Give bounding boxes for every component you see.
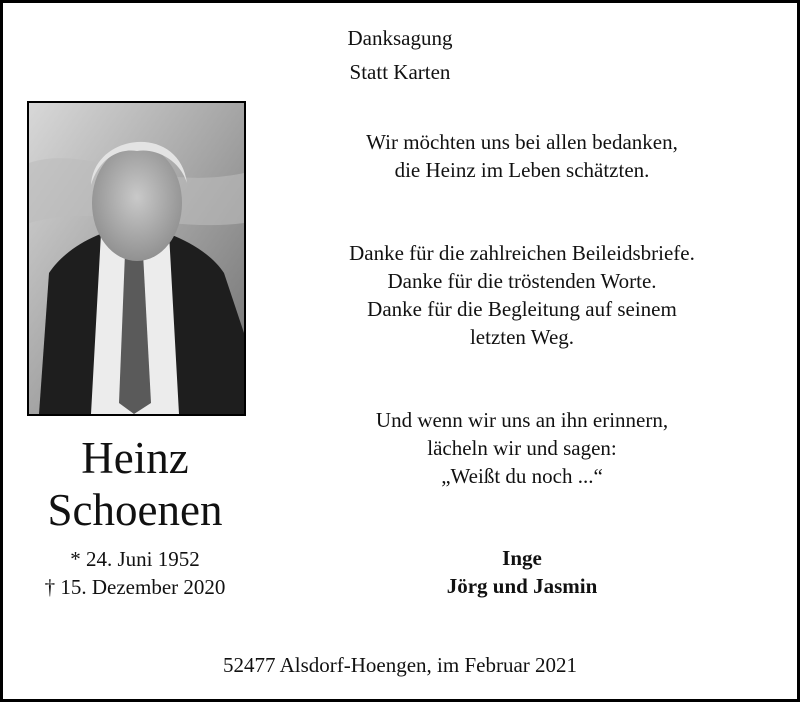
portrait-icon [29, 103, 244, 414]
deceased-last-name: Schoenen [47, 485, 223, 535]
message-line: letzten Weg. [469, 325, 575, 349]
message-line: die Heinz im Leben schätzten. [394, 158, 650, 182]
death-date: † 15. Dezember 2020 [44, 575, 226, 599]
birth-date: * 24. Juni 1952 [70, 547, 200, 571]
message-line: lächeln wir und sagen: [427, 436, 617, 460]
notice-subtitle: Statt Karten [349, 60, 451, 84]
message-line: „Weißt du noch ...“ [441, 464, 603, 488]
message-line: Wir möchten uns bei allen bedanken, [366, 130, 678, 154]
message-line: Und wenn wir uns an ihn erinnern, [375, 408, 669, 432]
signature-name: Jörg und Jasmin [446, 574, 598, 598]
signature-name: Inge [502, 546, 542, 570]
portrait-photo [27, 101, 246, 416]
message-line: Danke für die tröstenden Worte. [387, 269, 657, 293]
message-line: Danke für die zahlreichen Beileidsbriefe. [349, 241, 695, 265]
notice-title: Danksagung [347, 26, 453, 50]
message-line: Danke für die Begleitung auf seinem [367, 297, 677, 321]
deceased-first-name: Heinz [81, 433, 189, 483]
footer-place-date: 52477 Alsdorf-Hoengen, im Februar 2021 [222, 653, 578, 677]
